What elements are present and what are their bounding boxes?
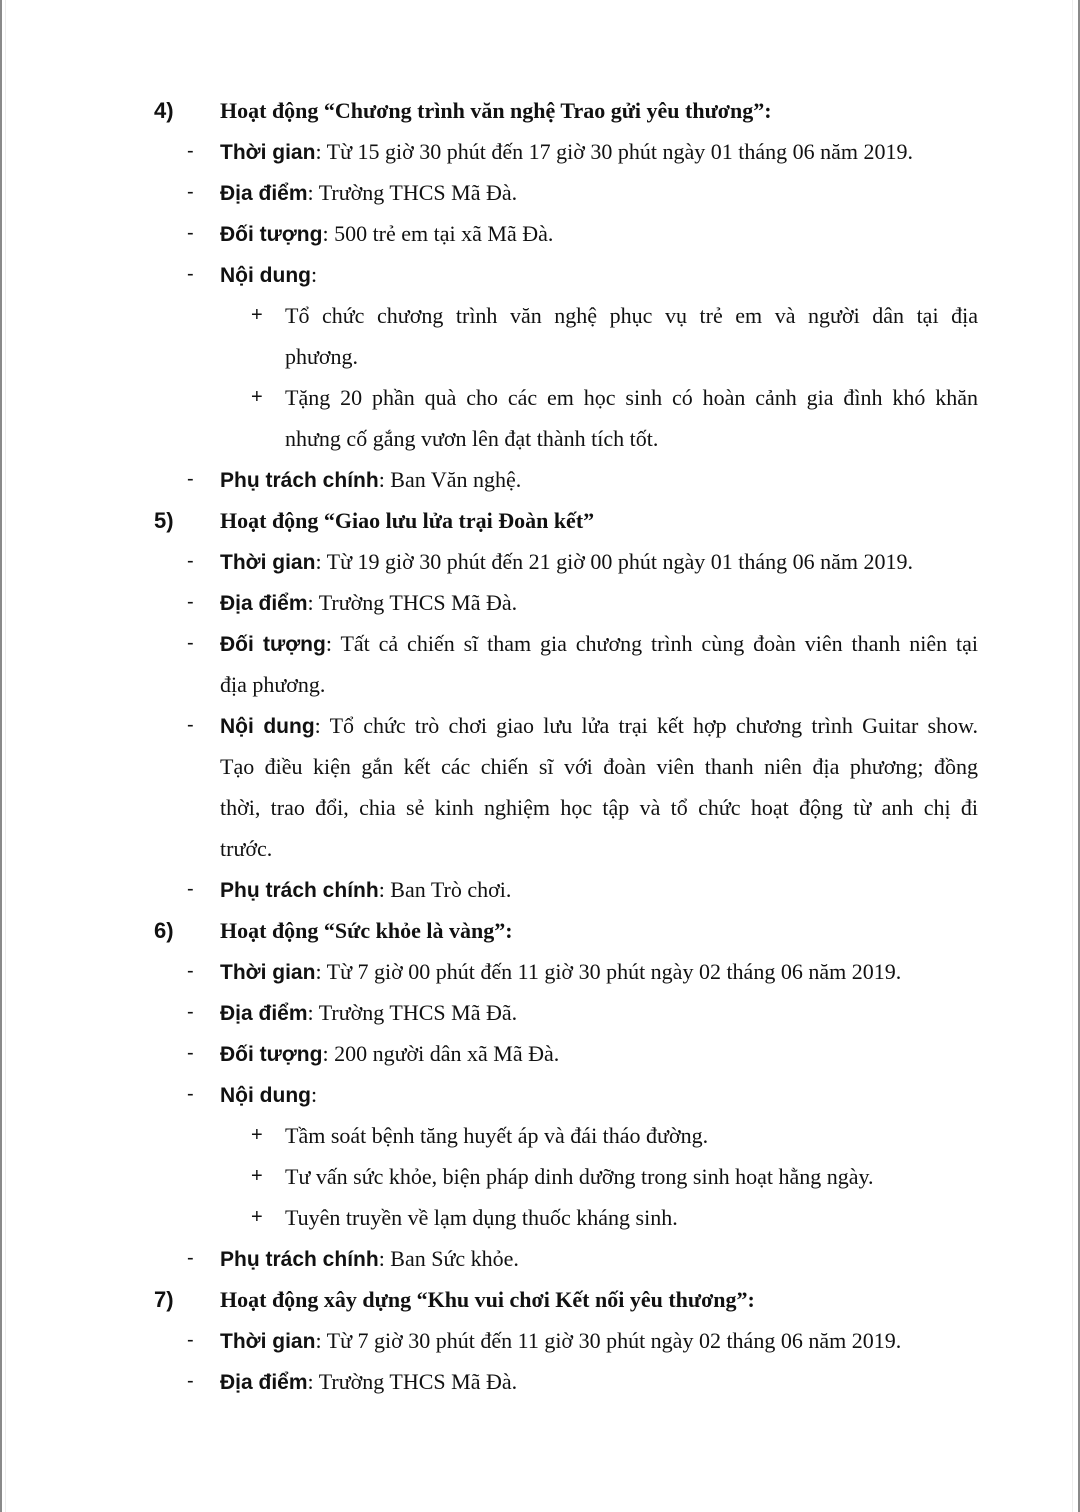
content-label: Nội dung <box>220 1084 311 1107</box>
dash-bullet: - <box>187 960 194 982</box>
detail-lead <box>0 459 1080 500</box>
target-label: Đối tượng <box>220 633 326 656</box>
dash-bullet: - <box>187 591 194 613</box>
place-value: : Trường THCS Mã Đã. <box>307 1000 518 1025</box>
detail-target-continued <box>0 664 1080 705</box>
dash-bullet: - <box>187 878 194 900</box>
content-item-text: Tặng 20 phần quà cho các em học sinh có hoàn cảnh gia đình khó khăn <box>285 385 978 410</box>
content-value: : <box>310 262 318 287</box>
detail-time <box>0 131 1080 172</box>
section-heading <box>0 500 1080 541</box>
section-heading <box>0 1279 1080 1320</box>
target-value: : 200 người dân xã Mã Đà. <box>322 1041 560 1066</box>
lead-value: : Ban Trò chơi. <box>378 877 512 902</box>
content-item <box>0 377 1080 418</box>
lead-value: : Ban Sức khỏe. <box>378 1246 519 1271</box>
target-value: : Tất cả chiến sĩ tham gia chương trình cùng đoàn viên thanh niên tại <box>325 631 979 656</box>
lead-label: Phụ trách chính <box>220 469 379 492</box>
detail-place <box>0 992 1080 1033</box>
target-value: địa phương. <box>220 672 326 697</box>
detail-content <box>0 705 1080 746</box>
content-item <box>0 295 1080 336</box>
dash-bullet: - <box>187 1247 194 1269</box>
document-page <box>0 90 1080 1402</box>
place-label: Địa điểm <box>220 182 308 205</box>
content-item <box>0 1156 1080 1197</box>
detail-lead <box>0 869 1080 910</box>
dash-bullet: - <box>187 140 194 162</box>
plus-bullet: + <box>251 1124 263 1146</box>
content-value: thời, trao đổi, chia sẻ kinh nghiệm học tập và tổ chức hoạt động từ anh chị đi <box>220 795 978 820</box>
section-heading <box>0 90 1080 131</box>
dash-bullet: - <box>187 1370 194 1392</box>
detail-target <box>0 623 1080 664</box>
content-item-text: Tầm soát bệnh tăng huyết áp và đái tháo đường. <box>285 1123 709 1148</box>
detail-place <box>0 582 1080 623</box>
place-value: : Trường THCS Mã Đà. <box>307 180 518 205</box>
section-number: 4) <box>154 98 174 123</box>
detail-content <box>0 1074 1080 1115</box>
content-value: : Tổ chức trò chơi giao lưu lửa trại kết hợp chương trình Guitar show. <box>314 713 978 738</box>
dash-bullet: - <box>187 1083 194 1105</box>
section-title: Hoạt động xây dựng “Khu vui chơi Kết nối yêu thương”: <box>220 1287 755 1312</box>
section-number: 5) <box>154 508 174 533</box>
content-item-continued <box>0 418 1080 459</box>
target-label: Đối tượng <box>220 1043 323 1066</box>
plus-bullet: + <box>251 1206 263 1228</box>
section-heading <box>0 910 1080 951</box>
detail-content-continued <box>0 828 1080 869</box>
place-value: : Trường THCS Mã Đà. <box>307 1369 518 1394</box>
place-label: Địa điểm <box>220 592 308 615</box>
place-label: Địa điểm <box>220 1002 308 1025</box>
dash-bullet: - <box>187 468 194 490</box>
content-label: Nội dung <box>220 264 311 287</box>
content-value: Tạo điều kiện gắn kết các chiến sĩ với đoàn viên thanh niên địa phương; đồng <box>220 754 978 779</box>
dash-bullet: - <box>187 1042 194 1064</box>
content-label: Nội dung <box>220 715 315 738</box>
detail-target <box>0 213 1080 254</box>
content-item-text: Tổ chức chương trình văn nghệ phục vụ trẻ em và người dân tại địa <box>285 303 978 328</box>
lead-label: Phụ trách chính <box>220 879 379 902</box>
lead-label: Phụ trách chính <box>220 1248 379 1271</box>
detail-time <box>0 541 1080 582</box>
section-number: 6) <box>154 918 174 943</box>
place-label: Địa điểm <box>220 1371 308 1394</box>
dash-bullet: - <box>187 181 194 203</box>
section-title: Hoạt động “Chương trình văn nghệ Trao gửi yêu thương”: <box>220 98 772 123</box>
detail-time <box>0 951 1080 992</box>
section-number: 7) <box>154 1287 174 1312</box>
plus-bullet: + <box>251 304 263 326</box>
content-item-continued <box>0 336 1080 377</box>
detail-place <box>0 172 1080 213</box>
dash-bullet: - <box>187 632 194 654</box>
detail-content-continued <box>0 787 1080 828</box>
dash-bullet: - <box>187 222 194 244</box>
content-item <box>0 1115 1080 1156</box>
dash-bullet: - <box>187 1329 194 1351</box>
dash-bullet: - <box>187 550 194 572</box>
content-value: : <box>310 1082 318 1107</box>
content-item-text: nhưng cố gắng vươn lên đạt thành tích tốt. <box>285 426 659 451</box>
dash-bullet: - <box>187 263 194 285</box>
detail-time <box>0 1320 1080 1361</box>
detail-lead <box>0 1238 1080 1279</box>
time-value: : Từ 7 giờ 30 phút đến 11 giờ 30 phút ngày 02 tháng 06 năm 2019. <box>315 1328 902 1353</box>
plus-bullet: + <box>251 386 263 408</box>
place-value: : Trường THCS Mã Đà. <box>307 590 518 615</box>
time-value: : Từ 7 giờ 00 phút đến 11 giờ 30 phút ngày 02 tháng 06 năm 2019. <box>315 959 902 984</box>
time-label: Thời gian <box>220 961 316 984</box>
dash-bullet: - <box>187 1001 194 1023</box>
plus-bullet: + <box>251 1165 263 1187</box>
content-item-text: phương. <box>285 344 359 369</box>
time-label: Thời gian <box>220 141 316 164</box>
detail-content <box>0 254 1080 295</box>
content-item-text: Tư vấn sức khỏe, biện pháp dinh dưỡng trong sinh hoạt hằng ngày. <box>285 1164 874 1189</box>
dash-bullet: - <box>187 714 194 736</box>
time-label: Thời gian <box>220 1330 316 1353</box>
content-item-text: Tuyên truyền về lạm dụng thuốc kháng sinh. <box>285 1205 678 1230</box>
lead-value: : Ban Văn nghệ. <box>378 467 522 492</box>
time-value: : Từ 19 giờ 30 phút đến 21 giờ 00 phút ngày 01 tháng 06 năm 2019. <box>315 549 914 574</box>
target-label: Đối tượng <box>220 223 323 246</box>
detail-content-continued <box>0 746 1080 787</box>
time-value: : Từ 15 giờ 30 phút đến 17 giờ 30 phút ngày 01 tháng 06 năm 2019. <box>315 139 914 164</box>
section-title: Hoạt động “Sức khỏe là vàng”: <box>220 918 513 943</box>
time-label: Thời gian <box>220 551 316 574</box>
detail-place <box>0 1361 1080 1402</box>
target-value: : 500 trẻ em tại xã Mã Đà. <box>322 221 554 246</box>
detail-target <box>0 1033 1080 1074</box>
content-value: trước. <box>220 836 273 861</box>
content-item <box>0 1197 1080 1238</box>
section-title: Hoạt động “Giao lưu lửa trại Đoàn kết” <box>220 508 595 533</box>
